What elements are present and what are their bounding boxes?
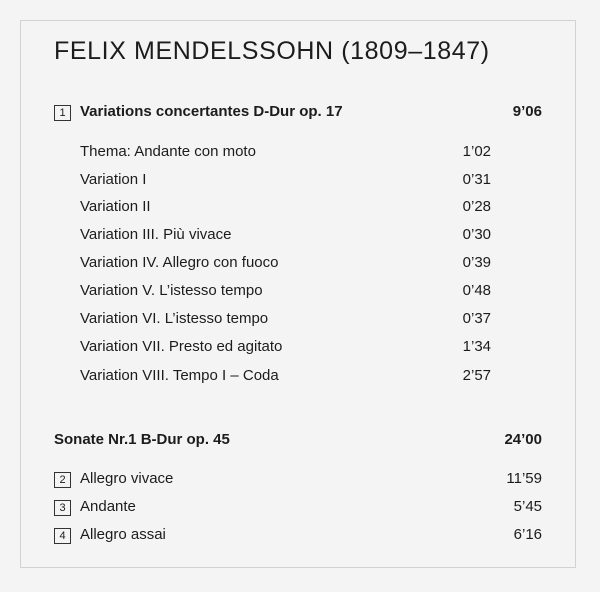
- movement-title: Variation V. L’istesso tempo: [80, 282, 263, 299]
- movement-duration: 0’48: [462, 282, 491, 299]
- track-number-badge: 3: [54, 500, 71, 516]
- movement-duration: 11’59: [506, 470, 542, 487]
- track-number-badge: 2: [54, 472, 71, 488]
- movement-duration: 0’30: [462, 226, 491, 243]
- movement-title: Thema: Andante con moto: [80, 143, 256, 160]
- composer-title: FELIX MENDELSSOHN (1809–1847): [54, 37, 490, 65]
- movement-title: Variation VIII. Tempo I – Coda: [80, 367, 279, 384]
- movement-duration: 0’31: [462, 171, 491, 188]
- movement-duration: 1’34: [462, 338, 491, 355]
- movement-duration: 1’02: [462, 143, 491, 160]
- movement-title: Allegro assai: [80, 526, 166, 543]
- work-duration: 24’00: [504, 431, 542, 448]
- movement-title: Allegro vivace: [80, 470, 174, 487]
- movement-duration: 0’39: [462, 254, 491, 271]
- movement-title: Variation VII. Presto ed agitato: [80, 338, 283, 355]
- movement-title: Variation III. Più vivace: [80, 226, 232, 243]
- track-number-badge: 1: [54, 105, 71, 121]
- track-number-badge: 4: [54, 528, 71, 544]
- movement-duration: 0’37: [462, 310, 491, 327]
- movement-duration: 5’45: [513, 498, 542, 515]
- movement-title: Variation VI. L’istesso tempo: [80, 310, 269, 327]
- movement-duration: 6’16: [513, 526, 542, 543]
- movement-duration: 2’57: [462, 367, 491, 384]
- movement-title: Variation IV. Allegro con fuoco: [80, 254, 279, 271]
- work-duration: 9’06: [512, 103, 542, 120]
- movement-duration: 0’28: [462, 198, 491, 215]
- movement-title: Andante: [80, 498, 136, 515]
- work-title: Sonate Nr.1 B-Dur op. 45: [54, 431, 230, 448]
- work-title: Variations concertantes D-Dur op. 17: [80, 103, 343, 120]
- movement-title: Variation II: [80, 198, 151, 215]
- movement-title: Variation I: [80, 171, 147, 188]
